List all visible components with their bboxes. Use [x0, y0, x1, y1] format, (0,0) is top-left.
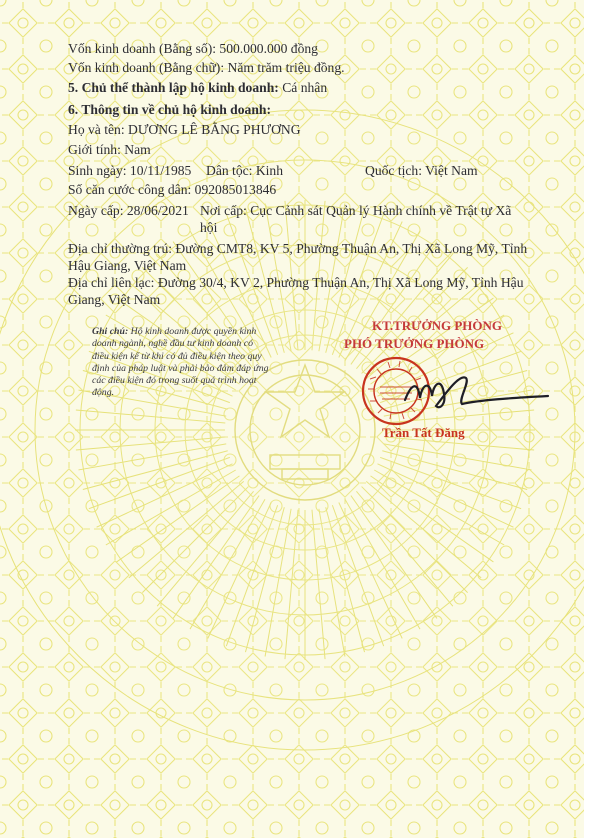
note-block [92, 326, 272, 400]
section-5 [68, 80, 327, 96]
owner-id-number: Số căn cước công dân: 092085013846 [68, 182, 277, 197]
owner-name: Họ và tên: DƯƠNG LÊ BẰNG PHƯƠNG [68, 122, 301, 137]
section-6-heading: 6. Thông tin về chủ hộ kinh doanh: [68, 102, 271, 117]
section-5-value: Cá nhân [282, 80, 328, 95]
section-5-heading: 5. Chủ thể thành lập hộ kinh doanh: [68, 80, 279, 95]
owner-nationality: Quốc tịch: Việt Nam [365, 163, 478, 178]
signature-title-2: PHÓ TRƯỞNG PHÒNG [344, 336, 485, 351]
capital-words: Vốn kinh doanh (Bằng chữ): Năm trăm triệu đồng. [68, 60, 345, 75]
scan-edge [584, 0, 610, 838]
permanent-address-cont: Hậu Giang, Việt Nam [68, 258, 187, 273]
id-issue-date: Ngày cấp: 28/06/2021 [68, 203, 189, 218]
signature-title-1: KT.TRƯỞNG PHÒNG [372, 318, 502, 333]
owner-gender: Giới tính: Nam [68, 142, 151, 157]
owner-dob: Sinh ngày: 10/11/1985 [68, 163, 192, 178]
contact-address-cont: Giang, Việt Nam [68, 292, 161, 307]
id-issue-place-cont: hội [200, 220, 218, 235]
note-text: Hộ kinh doanh được quyền kinh doanh ngành, nghề đầu tư kinh doanh có điều kiện kể từ khi có đủ điều kiện theo quy định của pháp luật và phải bảo đảm đáp ứng các điều kiện đó trong suốt quá trình hoạt động. [92, 326, 269, 399]
handwritten-signature [400, 360, 550, 420]
signer-name: Trần Tất Đăng [382, 425, 465, 440]
id-issue-place: Nơi cấp: Cục Cảnh sát Quản lý Hành chính về Trật tự Xã [200, 203, 512, 218]
permanent-address: Địa chỉ thường trú: Đường CMT8, KV 5, Phường Thuận An, Thị Xã Long Mỹ, Tỉnh [68, 241, 528, 256]
note-label: Ghi chú: [92, 326, 129, 337]
contact-address: Địa chỉ liên lạc: Đường 30/4, KV 2, Phường Thuận An, Thị Xã Long Mỹ, Tỉnh Hậu [68, 275, 524, 290]
owner-ethnicity: Dân tộc: Kinh [206, 163, 284, 178]
capital-number: Vốn kinh doanh (Bằng số): 500.000.000 đồng [68, 41, 318, 56]
